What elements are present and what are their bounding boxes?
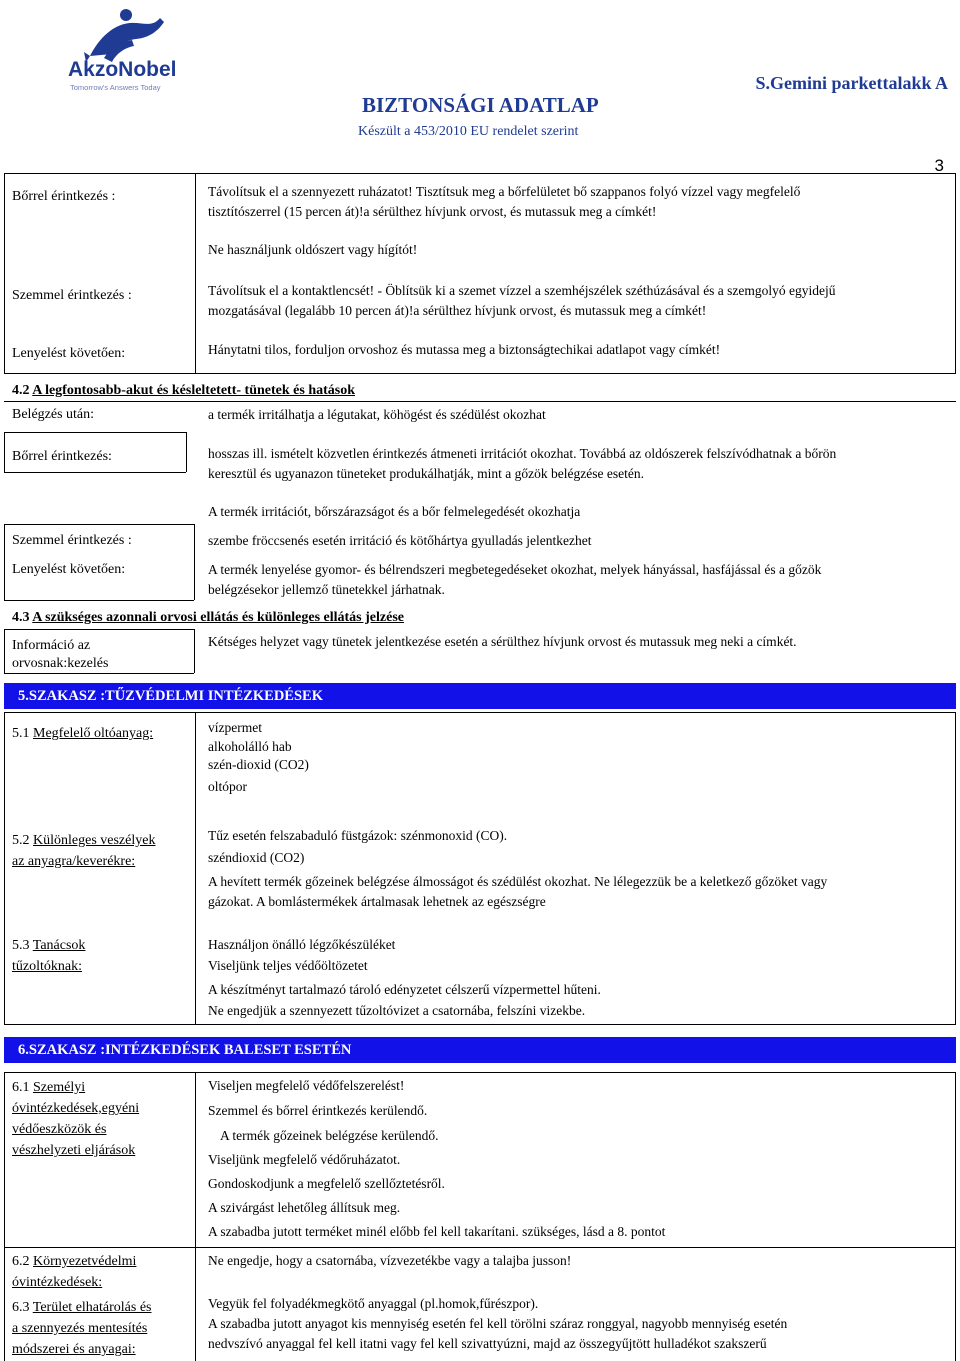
s5-top-rule (4, 712, 956, 713)
s42-ingest-text-1: A termék lenyelése gyomor- és bélrendszeri megbetegedéseket okozhat, melyek hányással, hasfájással és a gőzök (208, 562, 822, 577)
s51-item: alkoholálló hab (208, 738, 292, 754)
s63-label: 6.3 Terület elhatárolás és a szennyezés mentesítés módszerei és anyagai: (12, 1300, 152, 1357)
s52-text-2: széndioxid (CO2) (208, 850, 305, 865)
s43-label-2: orvosnak:kezelés (12, 656, 109, 671)
s53-text-2: Viseljünk teljes védőöltözetet (208, 958, 368, 973)
ingestion-label: Lenyelést követően: (12, 346, 126, 361)
page-number: 3 (934, 156, 944, 175)
s43-label-vrule-2 (194, 629, 195, 673)
s6-left-rule (4, 1072, 5, 1361)
s61-label: 6.1 Személyi óvintézkedések,egyéni védőeszközök és vészhelyzeti eljárások (12, 1080, 140, 1158)
box-left-border (4, 173, 5, 373)
skin-contact-text-1: Távolítsuk el a szennyezett ruházatot! Tisztítsuk meg a bőrfelületet bő szappanos folyó vízzel vagy megfelelő (208, 184, 801, 199)
s42-label-rule-3 (4, 524, 194, 525)
s5-mid-rule (195, 712, 196, 1024)
s61-text-3: A termék gőzeinek belégzése kerülendő. (220, 1128, 439, 1143)
ingestion-text: Hánytatni tilos, forduljon orvoshoz és mutassa meg a biztonságtechikai adatlapot vagy címkét! (208, 342, 721, 357)
skin-contact-text-2: tisztítószerrel (15 percen át)!a sérülthez hívjunk orvost, és mutassuk meg a címkét! (208, 204, 657, 219)
s42-top-rule (4, 401, 956, 402)
s51-item: oltópor (208, 778, 247, 794)
s62-text: Ne engedje, hogy a csatornába, vízvezetékbe vagy a talajba jusson! (208, 1253, 572, 1268)
box-bottom-border (4, 373, 956, 374)
s51-item: szén-dioxid (CO2) (208, 757, 309, 772)
s42-label-vrule-3 (4, 524, 5, 600)
s42-skin-text-2: keresztül és ugyanazon tüneteket produkálhatják, mint a gőzök belégzése esetén. (208, 466, 644, 481)
section-4-2-heading: 4.2 A legfontosabb-akut és késleltetett- tünetek és hatások (12, 383, 355, 398)
section-4-3-heading: 4.3 A szükséges azonnali orvosi ellátás és különleges ellátás jelzése (12, 610, 404, 625)
s42-label-vrule-1 (186, 432, 187, 472)
s42-label-rule-1 (4, 432, 186, 433)
box-column-divider (195, 173, 196, 373)
s43-label-1: Információ az (12, 638, 91, 653)
section-6-band: 6.SZAKASZ :INTÉZKEDÉSEK BALESET ESETÉN (4, 1037, 956, 1063)
s51-label: 5.1 Megfelelő oltóanyag: (12, 726, 154, 741)
document-subtitle: Készült a 453/2010 EU rendelet szerint (358, 124, 579, 139)
s43-label-rule-1 (4, 629, 194, 630)
s61-text-5: Gondoskodjunk a megfelelő szellőztetésről. (208, 1176, 445, 1191)
s52-text-4: gázokat. A bomlástermékek ártalmasak lehetnek az egészségre (208, 894, 546, 909)
s63-text-1: Vegyük fel folyadékmegkötő anyaggal (pl.homok,fűrészpor). (208, 1296, 539, 1311)
s42-skin-text-1: hosszas ill. ismételt közvetlen érintkezés átmeneti irritációt okozhat. Továbbá az oldószerek felszívódhatnak a bőrön (208, 446, 837, 461)
s42-label-vrule-2 (4, 432, 5, 472)
s42-eye-label: Szemmel érintkezés : (12, 533, 132, 548)
s52-label: 5.2 Különleges veszélyek az anyagra/keverékre: (12, 833, 156, 869)
s43-text: Kétséges helyzet vagy tünetek jelentkezése esetén a sérülthez hívjunk orvost és mutassuk meg neki a címkét. (208, 634, 797, 649)
s5-left-rule (4, 712, 5, 1024)
s42-ingest-text-2: belégzésekor jellemző tünetekkel járhatnak. (208, 582, 445, 597)
s53-text-4: Ne engedjük a szennyezett tűzoltóvizet a csatornába, felszíni vizekbe. (208, 1003, 586, 1018)
s61-text-6: A szivárgást lehetőleg állítsuk meg. (208, 1200, 401, 1215)
s42-label-rule-2 (4, 472, 186, 473)
s53-text-1: Használjon önálló légzőkészüléket (208, 937, 396, 952)
box-top-border (4, 173, 956, 174)
document-title: BIZTONSÁGI ADATLAP (362, 93, 599, 117)
eye-contact-text-1: Távolítsuk el a kontaktlencsét! - Öblítsük ki a szemet vízzel a szemhéjszélek széthúzásával és a szemgolyó egyidejű (208, 283, 836, 298)
s62-label: 6.2 Környezetvédelmi óvintézkedések: (12, 1254, 137, 1290)
s6-top-rule (4, 1072, 956, 1073)
s43-label-vrule-1 (4, 629, 5, 673)
s53-label: 5.3 Tanácsok tűzoltóknak: (12, 938, 86, 974)
skin-contact-text-3: Ne használjunk oldószert vagy hígítót! (208, 242, 418, 257)
akzonobel-logo (60, 6, 190, 96)
logo-tagline: Tomorrow's Answers Today (70, 83, 161, 92)
skin-contact-label: Bőrrel érintkezés : (12, 189, 116, 204)
s53-text-3: A készítményt tartalmazó tároló edényzetet célszerű vízpermettel hűteni. (208, 982, 601, 997)
s5-right-rule (955, 712, 956, 1024)
s61-text-7: A szabadba jutott terméket minél előbb fel kell takarítani. szükséges, lásd a 8. pontot (208, 1224, 666, 1239)
eye-contact-label: Szemmel érintkezés : (12, 288, 132, 303)
s42-ingest-label: Lenyelést követően: (12, 562, 126, 577)
s6-right-rule (955, 1072, 956, 1361)
s61-text-1: Viseljen megfelelő védőfelszerelést! (208, 1078, 405, 1093)
box-right-border (955, 173, 956, 373)
inhalation-label: Belégzés után: (12, 407, 95, 422)
s61-text-4: Viseljünk megfelelő védőruházatot. (208, 1152, 401, 1167)
s51-item: vízpermet (208, 720, 262, 735)
eye-contact-text-2: mozgatásával (legalább 10 percen át)!a sérülthez hívjunk orvost, és mutassuk meg a címkét! (208, 303, 707, 318)
s42-label-vrule-4 (194, 524, 195, 600)
s52-text-3: A hevített termék gőzeinek belégzése álmosságot és szédülést okozhat. Ne lélegezzük be a keletkező gőzöket vagy (208, 874, 828, 889)
product-name: S.Gemini parkettalakk A (755, 73, 948, 93)
s6-mid-rule (195, 1072, 196, 1361)
s51-list (208, 719, 309, 796)
s42-skin-label: Bőrrel érintkezés: (12, 449, 112, 464)
s6-row-rule (4, 1247, 956, 1248)
inhalation-text: a termék irritálhatja a légutakat, köhögést és szédülést okozhat (208, 407, 546, 422)
s63-text-2: A szabadba jutott anyagot kis mennyiség esetén fel kell törölni száraz ronggyal, nagyobb mennyiség esetén (208, 1316, 788, 1331)
s61-text-2: Szemmel és bőrrel érintkezés kerülendő. (208, 1103, 428, 1118)
s42-eye-text: szembe fröccsenés esetén irritáció és kötőhártya gyulladás jelentkezhet (208, 533, 592, 548)
s5-bottom-rule (4, 1024, 956, 1025)
s42-skin-text-3: A termék irritációt, bőrszárazságot és a bőr felmelegedését okozhatja (208, 504, 581, 519)
section-5-band: 5.SZAKASZ :TŰZVÉDELMI INTÉZKEDÉSEK (4, 683, 956, 709)
logo-brand: AkzoNobel (68, 58, 177, 81)
s42-label-rule-4 (4, 600, 194, 601)
s52-text-1: Tűz esetén felszabaduló füstgázok: szénmonoxid (CO). (208, 828, 508, 843)
s63-text-3: nedvszívó anyaggal fel kell itatni vagy fel kell szivattyúzni, majd az összegyűjtött hulladékot szakszerű (208, 1336, 767, 1351)
